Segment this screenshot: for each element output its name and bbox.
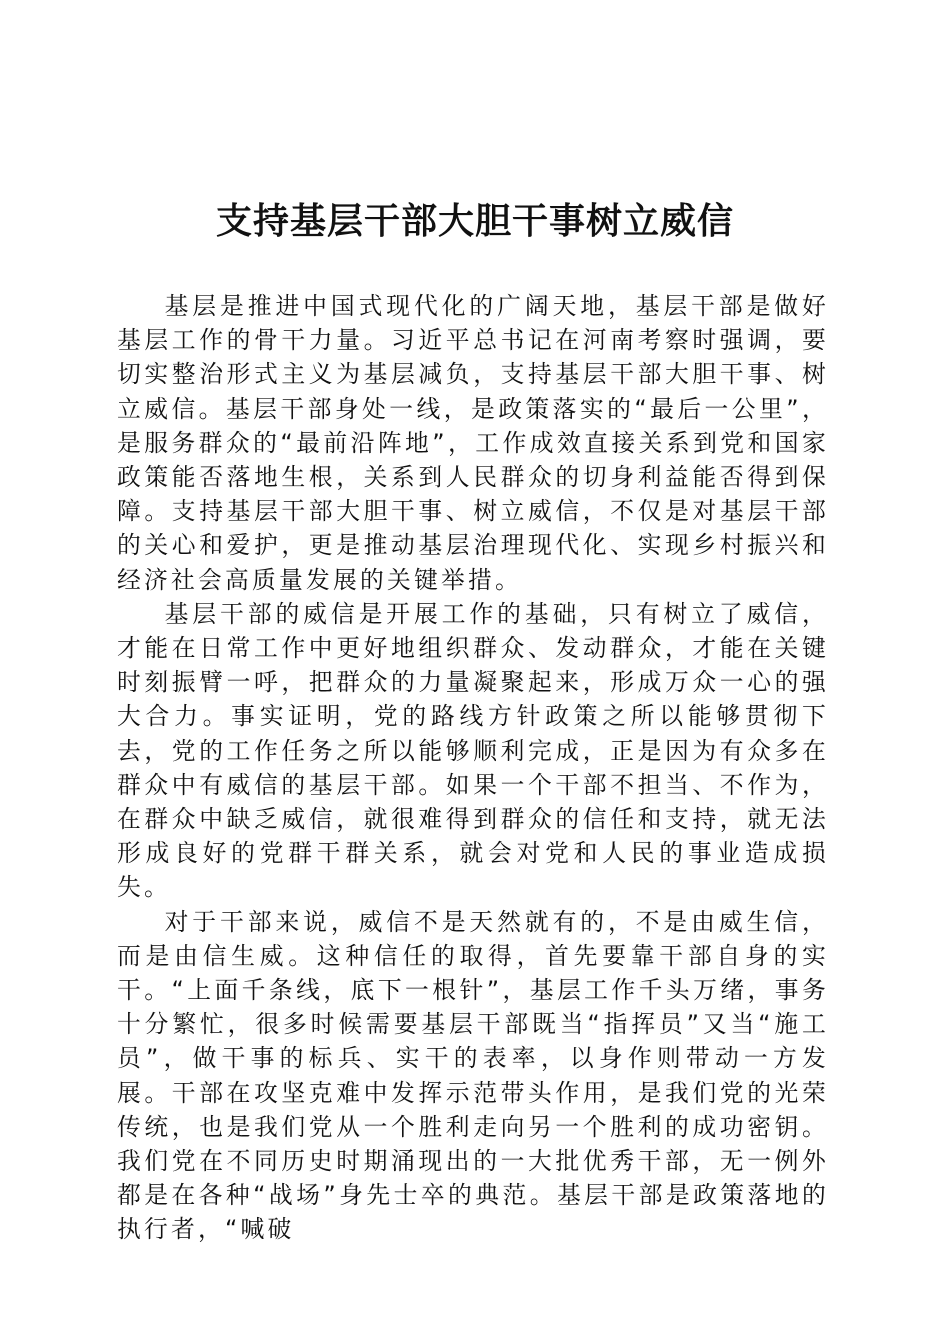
paragraph-3: 对于干部来说，威信不是天然就有的，不是由威生信，而是由信生威。这种信任的取得，首先要靠干部自身的实干。“上面千条线，底下一根针”，基层工作千头万绪，事务十分繁忙，很多时候需要基层干部既当“指挥员”又当“施工员”，做干事的标兵、实干的表率，以身作则带动一方发展。干部在攻坚克难中发挥示范带头作用，是我们党的光荣传统，也是我们党从一个胜利走向另一个胜利的成功密钥。我们党在不同历史时期涌现出的一大批优秀干部，无一例外都是在各种“战场”身先士卒的典范。基层干部是政策落地的执行者，“喊破 xyxy=(117,907,829,1244)
paragraph-1: 基层是推进中国式现代化的广阔天地，基层干部是做好基层工作的骨干力量。习近平总书记在河南考察时强调，要切实整治形式主义为基层减负，支持基层干部大胆干事、树立威信。基层干部身处一线，是政策落实的“最后一公里”，是服务群众的“最前沿阵地”，工作成效直接关系到党和国家政策能否落地生根，关系到人民群众的切身利益能否得到保障。支持基层干部大胆干事、树立威信，不仅是对基层干部的关心和爱护，更是推动基层治理现代化、实现乡村振兴和经济社会高质量发展的关键举措。 xyxy=(117,292,829,594)
page-title: 支持基层干部大胆干事树立威信 xyxy=(215,200,734,242)
paragraph-2: 基层干部的威信是开展工作的基础，只有树立了威信，才能在日常工作中更好地组织群众、发动群众，才能在关键时刻振臂一呼，把群众的力量凝聚起来，形成万众一心的强大合力。事实证明，党的路线方针政策之所以能够贯彻下去，党的工作任务之所以能够顺利完成，正是因为有众多在群众中有威信的基层干部。如果一个干部不担当、不作为，在群众中缺乏威信，就很难得到群众的信任和支持，就无法形成良好的党群干群关系，就会对党和人民的事业造成损失。 xyxy=(117,599,829,902)
article-body xyxy=(117,289,829,1247)
